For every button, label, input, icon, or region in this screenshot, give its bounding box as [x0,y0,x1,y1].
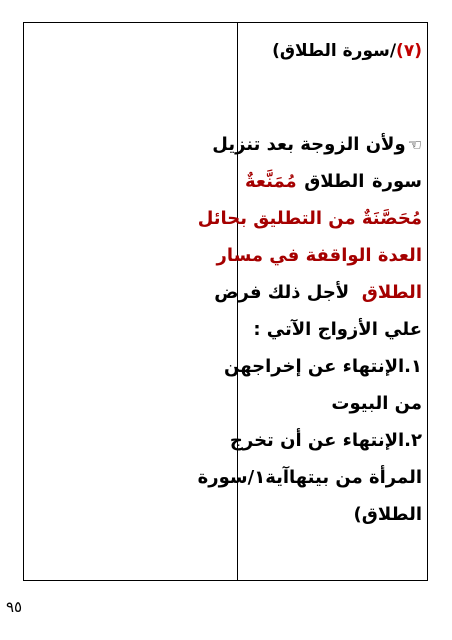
text-column [197,23,422,580]
pointing-hand-icon: ☜ [407,135,422,154]
text-line: من البيوت [331,393,422,414]
text-line: ١.الإنتهاء عن إخراجهن [224,356,422,377]
text-line: ☜ولأن الزوجة بعد تنزيل [212,134,422,155]
text-line: ٢.الإنتهاء عن أن تخرج [229,430,422,451]
content-table [23,22,428,581]
text-line: علي الأزواج الآتي : [253,319,422,340]
text-line: مُحَصَّنَةٌ من التطليق بحائل [197,208,422,229]
section-heading [272,38,422,64]
verse-number: (٧) [396,41,422,61]
text-line: سورة الطلاق مُمَنَّعةٌ [245,171,422,192]
text-line: المرأة من بيتهاآية١/سورة [197,467,422,488]
surah-title: /سورة الطلاق) [272,41,397,61]
text-line: العدة الواقفة في مسار [216,245,422,266]
page-number: ٩٥ [6,598,23,616]
body-text [197,126,422,533]
text-line: الطلاق) [353,504,422,525]
text-line: الطلاق لأجل ذلك فرض [214,282,422,303]
